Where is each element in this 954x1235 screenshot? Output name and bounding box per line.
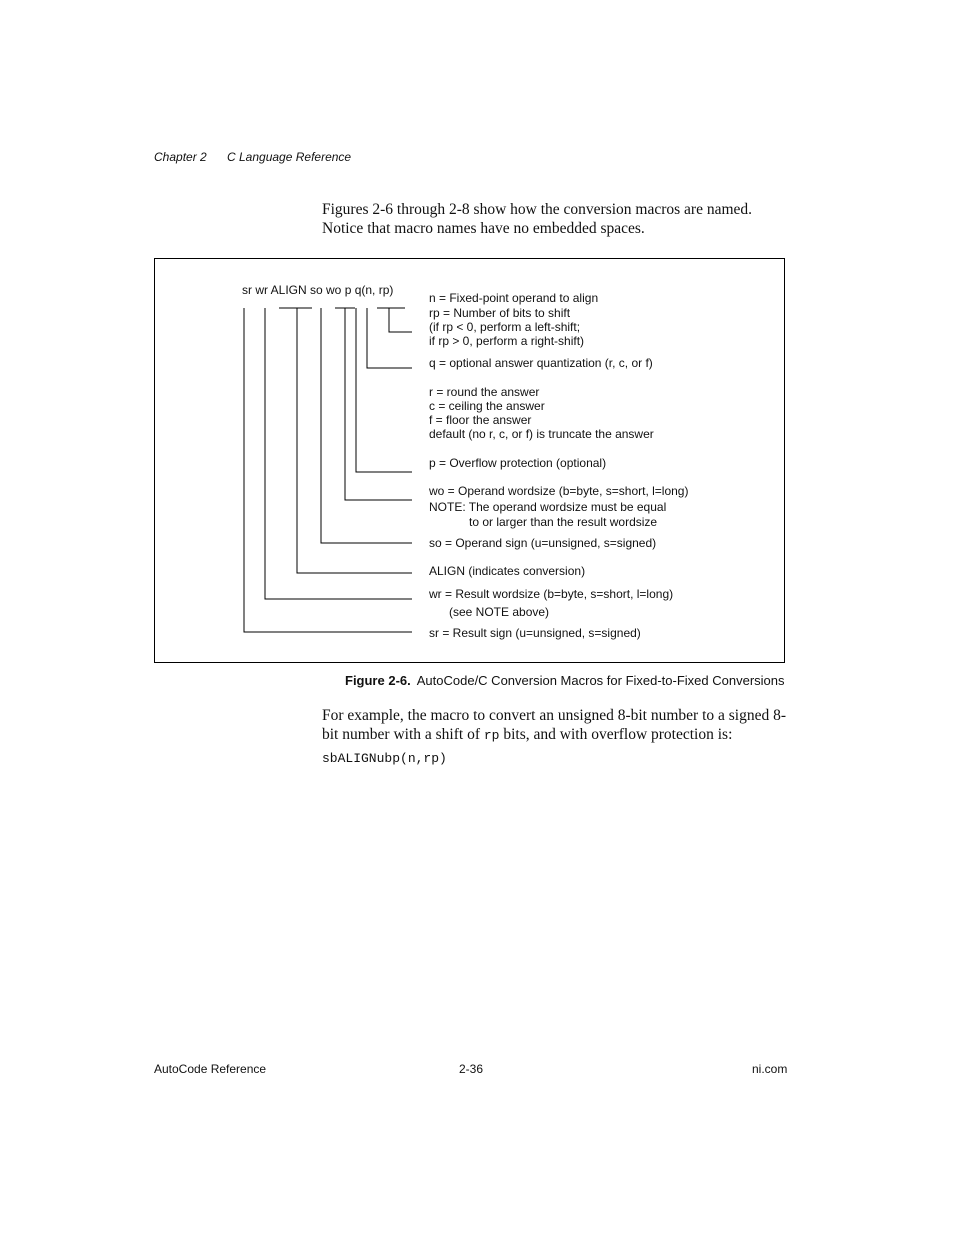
desc-sr-line-1: sr = Result sign (u=unsigned, s=signed) xyxy=(429,626,641,640)
connector-n xyxy=(389,308,412,332)
footer-left: AutoCode Reference xyxy=(154,1062,267,1076)
macro-label: sr wr ALIGN so wo p q(n, rp) xyxy=(242,283,394,297)
macro-diagram xyxy=(155,259,786,664)
desc-q-line-1: q = optional answer quantization (r, c, or f) xyxy=(429,356,653,370)
desc-so-line-1: so = Operand sign (u=unsigned, s=signed) xyxy=(429,536,657,550)
desc-p-line-1: p = Overflow protection (optional) xyxy=(429,456,607,470)
desc-wo-line-1: wo = Operand wordsize (b=byte, s=short, l=long) xyxy=(429,484,689,498)
figure-label: Figure 2-6. xyxy=(345,673,411,688)
intro-paragraph xyxy=(322,201,792,238)
footer-page-number: 2-36 xyxy=(459,1062,484,1076)
desc-r-line-4: default (no r, c, or f) is truncate the answer xyxy=(429,427,654,441)
connector-p xyxy=(356,308,412,472)
desc-r-line-1: r = round the answer xyxy=(429,385,540,399)
header-chapter: Chapter 2 xyxy=(154,150,207,164)
connector-sr xyxy=(244,308,412,632)
connector-wr xyxy=(265,308,412,599)
desc-n-line-3: (if rp < 0, perform a left-shift; xyxy=(429,320,581,334)
example-paragraph xyxy=(322,706,792,745)
connector-align xyxy=(297,308,412,573)
header-section: C Language Reference xyxy=(227,150,352,164)
example-text-after: bits, and with overflow protection is: xyxy=(499,726,733,743)
desc-align-line-1: ALIGN (indicates conversion) xyxy=(429,564,586,578)
figure-caption-text: AutoCode/C Conversion Macros for Fixed-to-Fixed Conversions xyxy=(416,673,785,688)
example-inline-code: rp xyxy=(483,728,500,743)
figure-caption xyxy=(345,673,785,688)
intro-line-1: Figures 2-6 through 2-8 show how the conversion macros are named. xyxy=(322,201,753,218)
example-code: sbALIGNubp(n,rp) xyxy=(322,751,447,766)
desc-n-line-2: rp = Number of bits to shift xyxy=(429,306,571,320)
desc-r-line-3: f = floor the answer xyxy=(429,413,532,427)
desc-wr-line-1: wr = Result wordsize (b=byte, s=short, l=long) xyxy=(429,587,674,601)
desc-wo-line-2: NOTE: The operand wordsize must be equal xyxy=(429,500,667,514)
connector-wo xyxy=(345,308,412,500)
desc-wo-line-3: to or larger than the result wordsize xyxy=(469,515,658,529)
figure-box xyxy=(154,258,785,663)
descriptions xyxy=(428,291,688,640)
desc-wr-line-2: (see NOTE above) xyxy=(449,605,550,619)
example-text-before: For example, the macro to convert an unsigned 8-bit number to a signed 8-bit number with a shift of xyxy=(322,707,787,743)
desc-n-line-4: if rp > 0, perform a right-shift) xyxy=(429,334,585,348)
intro-line-2: Notice that macro names have no embedded spaces. xyxy=(322,219,645,237)
desc-r-line-2: c = ceiling the answer xyxy=(429,399,545,413)
desc-n-line-1: n = Fixed-point operand to align xyxy=(429,291,599,305)
connector-lines xyxy=(244,308,412,632)
footer-right: ni.com xyxy=(752,1062,788,1076)
